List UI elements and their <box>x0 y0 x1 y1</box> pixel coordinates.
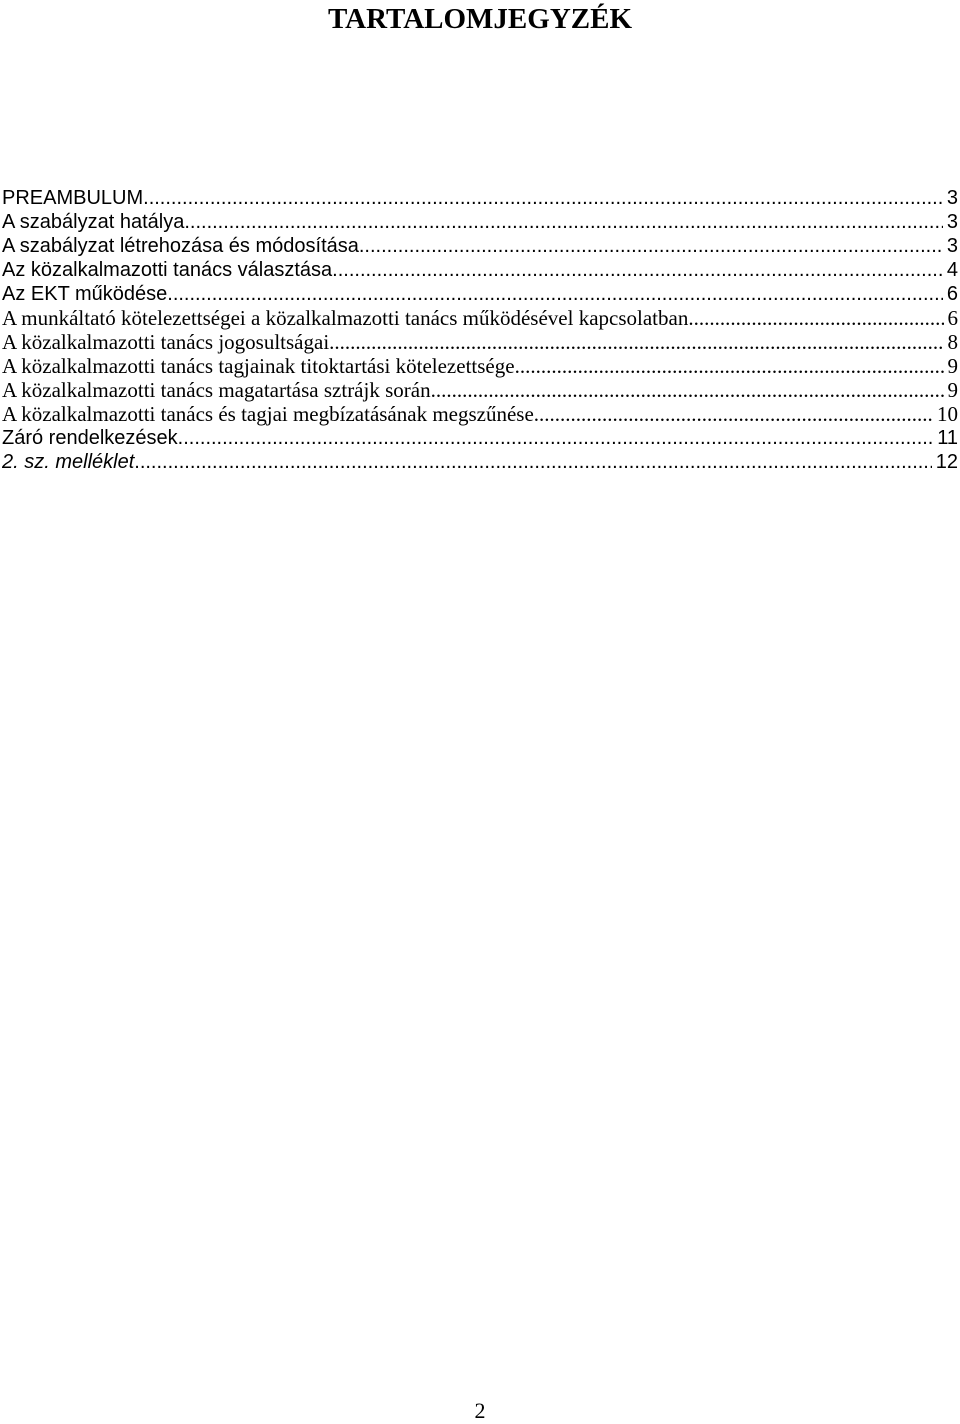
toc-entry-page: 3 <box>946 187 958 209</box>
toc-entry-megbizatas-megszunese[interactable] <box>2 402 958 426</box>
toc-entry-label: 2. sz. melléklet <box>2 451 135 473</box>
toc-entry-ekt-mukodese[interactable] <box>2 282 958 306</box>
toc-entry-page: 10 <box>937 402 958 426</box>
toc-entry-page: 6 <box>947 306 958 330</box>
toc-entry-munkaltato-kotelezettsegei[interactable] <box>2 306 958 330</box>
toc-entry-page: 3 <box>946 235 958 257</box>
toc-entry-letrehozasa[interactable] <box>2 234 958 258</box>
dot-leader <box>184 210 943 234</box>
toc-entry-page: 9 <box>947 378 958 402</box>
toc-entry-label: A közalkalmazotti tanács jogosultságai <box>2 330 330 354</box>
toc-entry-label: Az EKT működése <box>2 283 168 305</box>
toc-entry-label: Az közalkalmazotti tanács választása <box>2 259 333 281</box>
dot-leader <box>534 402 933 426</box>
page-title: TARTALOMJEGYZÉK <box>327 3 633 35</box>
dot-leader <box>134 450 931 474</box>
toc-entry-label: Záró rendelkezések <box>2 427 178 449</box>
toc-entry-page: 12 <box>935 451 958 473</box>
toc-entry-label: A szabályzat hatálya <box>2 211 185 233</box>
dot-leader <box>178 426 934 450</box>
page-number: 2 <box>474 1398 486 1423</box>
toc-entry-page: 8 <box>947 330 958 354</box>
toc-entry-page: 9 <box>947 354 958 378</box>
toc-entry-szabalyzat-hatalya[interactable] <box>2 210 958 234</box>
table-of-contents <box>2 186 958 474</box>
dot-leader <box>167 282 943 306</box>
toc-entry-jogosultsagai[interactable] <box>2 330 958 354</box>
dot-leader <box>431 378 944 402</box>
dot-leader <box>515 354 944 378</box>
toc-entry-melleklet[interactable] <box>2 450 958 474</box>
dot-leader <box>143 186 943 210</box>
dot-leader <box>359 234 943 258</box>
toc-entry-valasztasa[interactable] <box>2 258 958 282</box>
toc-entry-page: 11 <box>937 427 958 449</box>
toc-entry-page: 6 <box>946 283 958 305</box>
toc-entry-label: PREAMBULUM <box>2 187 144 209</box>
toc-entry-label: A közalkalmazotti tanács és tagjai megbízatásának megszűnése <box>2 402 534 426</box>
toc-entry-zaro-rendelkezesek[interactable] <box>2 426 958 450</box>
toc-entry-titoktartasi[interactable] <box>2 354 958 378</box>
dot-leader <box>332 258 943 282</box>
toc-entry-sztrajk[interactable] <box>2 378 958 402</box>
dot-leader <box>688 306 943 330</box>
toc-entry-page: 4 <box>946 259 958 281</box>
toc-entry-label: A közalkalmazotti tanács magatartása sztrájk során <box>2 378 431 402</box>
toc-entry-label: A szabályzat létrehozása és módosítása <box>2 235 359 257</box>
toc-entry-preambulum[interactable] <box>2 186 958 210</box>
dot-leader <box>329 330 943 354</box>
toc-entry-label: A munkáltató kötelezettségei a közalkalmazotti tanács működésével kapcsolatban <box>2 306 689 330</box>
toc-entry-page: 3 <box>946 211 958 233</box>
toc-entry-label: A közalkalmazotti tanács tagjainak titoktartási kötelezettsége <box>2 354 515 378</box>
